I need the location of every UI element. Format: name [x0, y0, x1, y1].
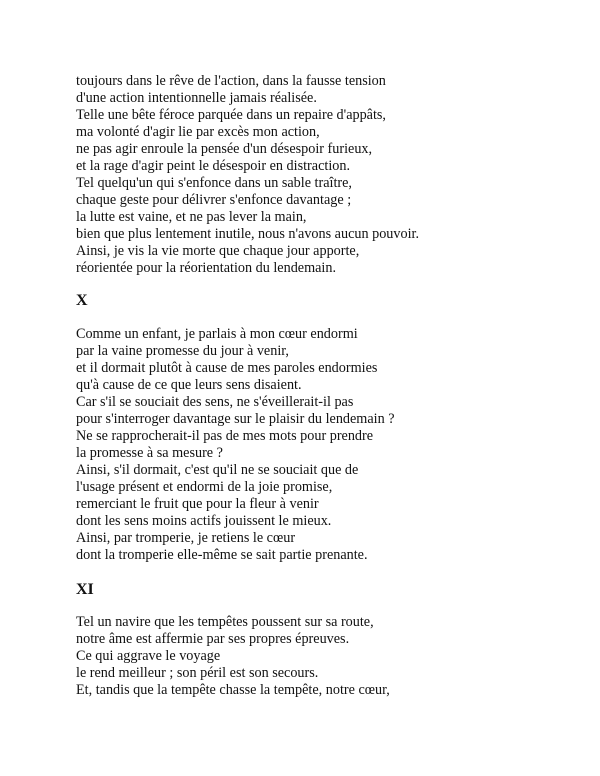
poem-line: bien que plus lentement inutile, nous n'avons aucun pouvoir. — [76, 226, 420, 242]
poem-line: Comme un enfant, je parlais à mon cœur endormi — [76, 326, 358, 342]
poem-line: la promesse à sa mesure ? — [76, 445, 223, 461]
poem-line: Tel un navire que les tempêtes poussent sur sa route, — [76, 614, 374, 630]
poem-line: et il dormait plutôt à cause de mes paroles endormies — [76, 360, 378, 376]
poem-line: qu'à cause de ce que leurs sens disaient. — [76, 377, 302, 393]
poem-line: et la rage d'agir peint le désespoir en distraction. — [76, 158, 350, 174]
poem-line: Ainsi, par tromperie, je retiens le cœur — [76, 530, 296, 546]
poem-line: Ne se rapprocherait-il pas de mes mots pour prendre — [76, 428, 374, 444]
poem-line: l'usage présent et endormi de la joie promise, — [76, 479, 333, 495]
poem-line: par la vaine promesse du jour à venir, — [76, 343, 289, 359]
poem-line: Tel quelqu'un qui s'enfonce dans un sable traître, — [76, 175, 352, 191]
poem-line: ne pas agir enroule la pensée d'un désespoir furieux, — [76, 141, 373, 157]
poem-line: ma volonté d'agir lie par excès mon action, — [76, 124, 320, 140]
section-heading-xi: XI — [76, 581, 94, 598]
poem-line: d'une action intentionnelle jamais réalisée. — [76, 90, 317, 106]
poem-line: pour s'interroger davantage sur le plaisir du lendemain ? — [76, 411, 395, 427]
poem-line: chaque geste pour délivrer s'enfonce davantage ; — [76, 192, 352, 208]
poem-line: Ce qui aggrave le voyage — [76, 648, 221, 664]
stanza-xi — [76, 614, 390, 699]
poem-line: Car s'il se souciait des sens, ne s'éveillerait-il pas — [76, 394, 354, 410]
poem-line: Et, tandis que la tempête chasse la tempête, notre cœur, — [76, 682, 390, 698]
poem-line: la lutte est vaine, et ne pas lever la main, — [76, 209, 307, 225]
poem-line: dont les sens moins actifs jouissent le mieux. — [76, 513, 332, 529]
poem-line: dont la tromperie elle-même se sait partie prenante. — [76, 547, 368, 563]
poem-line: remerciant le fruit que pour la fleur à venir — [76, 496, 319, 512]
poem-line: Telle une bête féroce parquée dans un repaire d'appâts, — [76, 107, 386, 123]
stanza-x — [76, 326, 395, 564]
poem-line: toujours dans le rêve de l'action, dans la fausse tension — [76, 73, 386, 89]
poem-line: Ainsi, s'il dormait, c'est qu'il ne se souciait que de — [76, 462, 359, 478]
poem-line: réorientée pour la réorientation du lendemain. — [76, 260, 336, 276]
poem-line: Ainsi, je vis la vie morte que chaque jour apporte, — [76, 243, 360, 259]
stanza-continuation — [76, 73, 419, 277]
poem-line: notre âme est affermie par ses propres épreuves. — [76, 631, 350, 647]
poem-line: le rend meilleur ; son péril est son secours. — [76, 665, 319, 681]
section-heading-x: X — [76, 292, 88, 309]
